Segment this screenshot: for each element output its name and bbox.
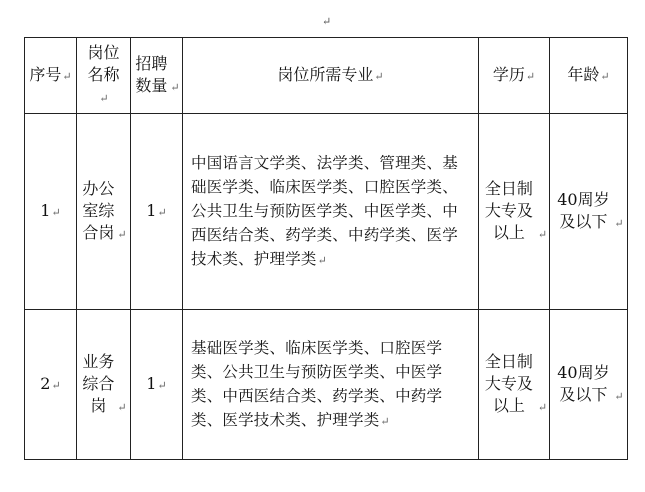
paragraph-mark: ↵ <box>322 15 332 28</box>
header-education: 学历↵ <box>479 38 550 114</box>
recruitment-table <box>24 37 628 460</box>
header-required-majors: 岗位所需专业↵ <box>183 38 479 114</box>
table-row <box>25 114 628 310</box>
row-required-majors: 中国语言文学类、法学类、管理类、基础医学类、临床医学类、口腔医学类、公共卫生与预防医学类、中医学类、中西医结合类、药学类、中药学类、医学技术类、护理学类↵ <box>183 114 479 310</box>
header-age: 年龄↵ <box>550 38 628 114</box>
table-header-row <box>25 38 628 114</box>
table-row <box>25 310 628 460</box>
row-age: 40周岁及以下 ↵ <box>550 310 628 460</box>
header-position-name: 岗位名称↵ <box>77 38 131 114</box>
header-hiring-count: 招聘数量 ↵ <box>131 38 183 114</box>
row-index: 2↵ <box>25 310 77 460</box>
row-education: 全日制大专及以上 ↵ <box>479 310 550 460</box>
row-index: 1↵ <box>25 114 77 310</box>
row-age: 40周岁及以下 ↵ <box>550 114 628 310</box>
header-index: 序号↵ <box>25 38 77 114</box>
row-position-name: 办公室综合岗 ↵ <box>77 114 131 310</box>
row-position-name: 业务综合岗 ↵ <box>77 310 131 460</box>
row-hiring-count: 1↵ <box>131 114 183 310</box>
row-required-majors: 基础医学类、临床医学类、口腔医学类、公共卫生与预防医学类、中医学类、中西医结合类、药学类、中药学类、医学技术类、护理学类↵ <box>183 310 479 460</box>
row-hiring-count: 1↵ <box>131 310 183 460</box>
row-education: 全日制大专及以上 ↵ <box>479 114 550 310</box>
